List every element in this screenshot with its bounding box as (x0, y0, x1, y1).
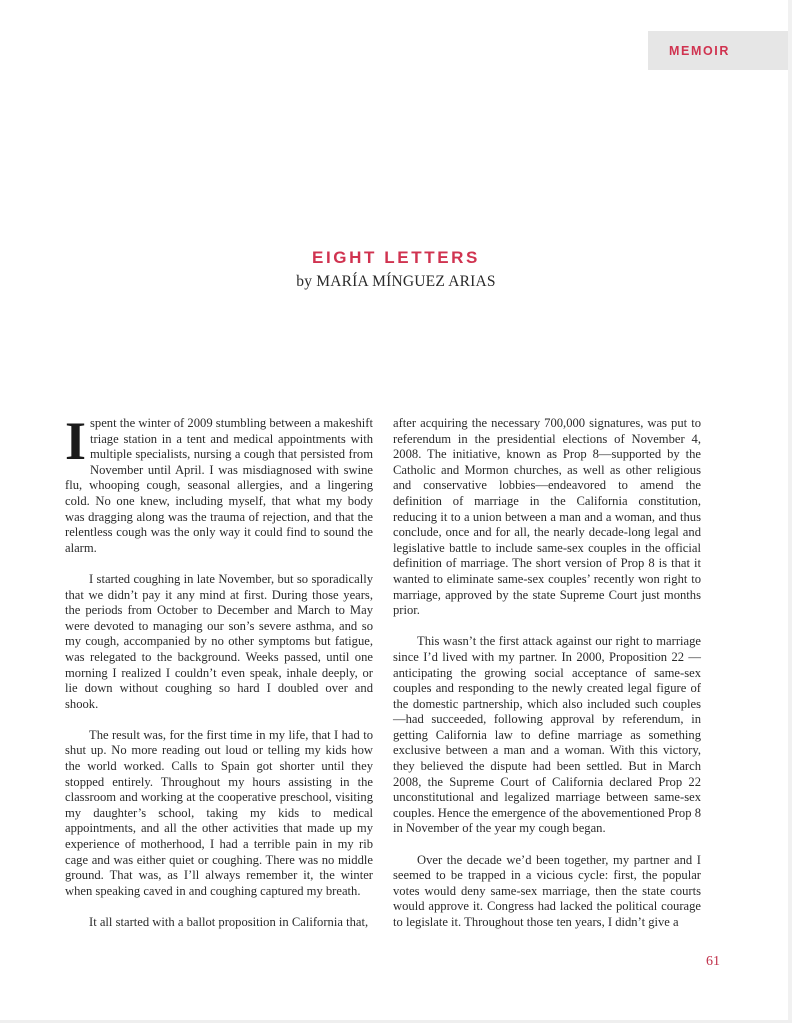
paragraph: It all started with a ballot proposition in California that, (89, 915, 369, 929)
paragraph: Over the decade we’d been together, my partner and I seemed to be trapped in a vicious cycle: first, the popular votes would deny same-sex marriage, then the state courts would approve it. Congress had lacked the political courage to legislate it. Throughout those ten years, I didn’t give a (393, 852, 701, 929)
article-byline: by MARÍA MÍNGUEZ ARIAS (296, 273, 496, 290)
left-column (65, 411, 373, 931)
paragraph: Ispent the winter of 2009 stumbling between a makeshift triage station in a tent and medical appointments with multiple specialists, nursing a cough that persisted from November until April. I was misdiagnosed with swine flu, whooping cough, seasonal allergies, and a lingering cold. No one knew, including myself, that what my body was dragging along was the trauma of rejection, and that the relentless cough was the only way it could find to sound the alarm. (65, 411, 373, 555)
page-number: 61 (706, 954, 720, 969)
paragraph: after acquiring the necessary 700,000 signatures, was put to referendum in the presidential elections of November 4, 2008. The initiative, known as Prop 8—supported by the Catholic and Mormon churches, as well as other religious and conservative lobbies—endeavored to amend the definition of marriage in the California constitution, reducing it to a union between a man and a woman, and thus conclude, once and for all, the nearly decade-long legal and legislative battle to include same-sex couples in the official definition of marriage. The short version of Prop 8 is that it wanted to eliminate same-sex couples’ recently won right to marriage, approved by the state Supreme Court just months prior. (393, 416, 701, 618)
paragraph: I started coughing in late November, but so sporadically that we didn’t pay it any mind at first. During those years, the periods from October to December and March to May were devoted to managing our son’s severe asthma, and so my cough, accompanied by no other symptoms but fatigue, was relegated to the background. Weeks passed, until one morning I realized I couldn’t even speak, inhale deeply, or lie down without coughing so hard I doubled over and shook. (65, 571, 373, 711)
section-tab (648, 31, 788, 70)
right-column (393, 416, 701, 931)
page-edge (788, 0, 792, 1023)
paragraph: This wasn’t the first attack against our right to marriage since I’d lived with my partner. In 2000, Proposition 22 — anticipating the growing social acceptance of same-sex couples and responding to the newly created legal figure of the domestic partnership, which also included such couples—had succeeded, following approval by referendum, in getting California law to define marriage as something exclusive between a man and a woman. With this victory, they believed the dispute had been settled. But in March 2008, the Supreme Court of California declared Prop 22 unconstitutional and legalized marriage between same-sex couples. Hence the emergence of the abovementioned Prop 8 in November of the year my cough began. (393, 634, 701, 836)
article-title: EIGHT LETTERS (312, 248, 480, 267)
section-label: MEMOIR (669, 43, 730, 58)
paragraph: The result was, for the first time in my life, that I had to shut up. No more reading out loud or telling my kids how the world worked. Calls to Spain got shorter until they stopped entirely. Throughout my hours assisting in the classroom and working at the cooperative preschool, visiting my daughter’s school, taking my kids to medical appointments, and all the other activities that made up my experience of motherhood, I had a terrible pain in my rib cage and was either quiet or coughing. There was no middle ground. That was, as I’ll always remember it, the winter when speaking caved in and coughing captured my breath. (65, 727, 373, 898)
drop-cap: I (65, 411, 87, 471)
